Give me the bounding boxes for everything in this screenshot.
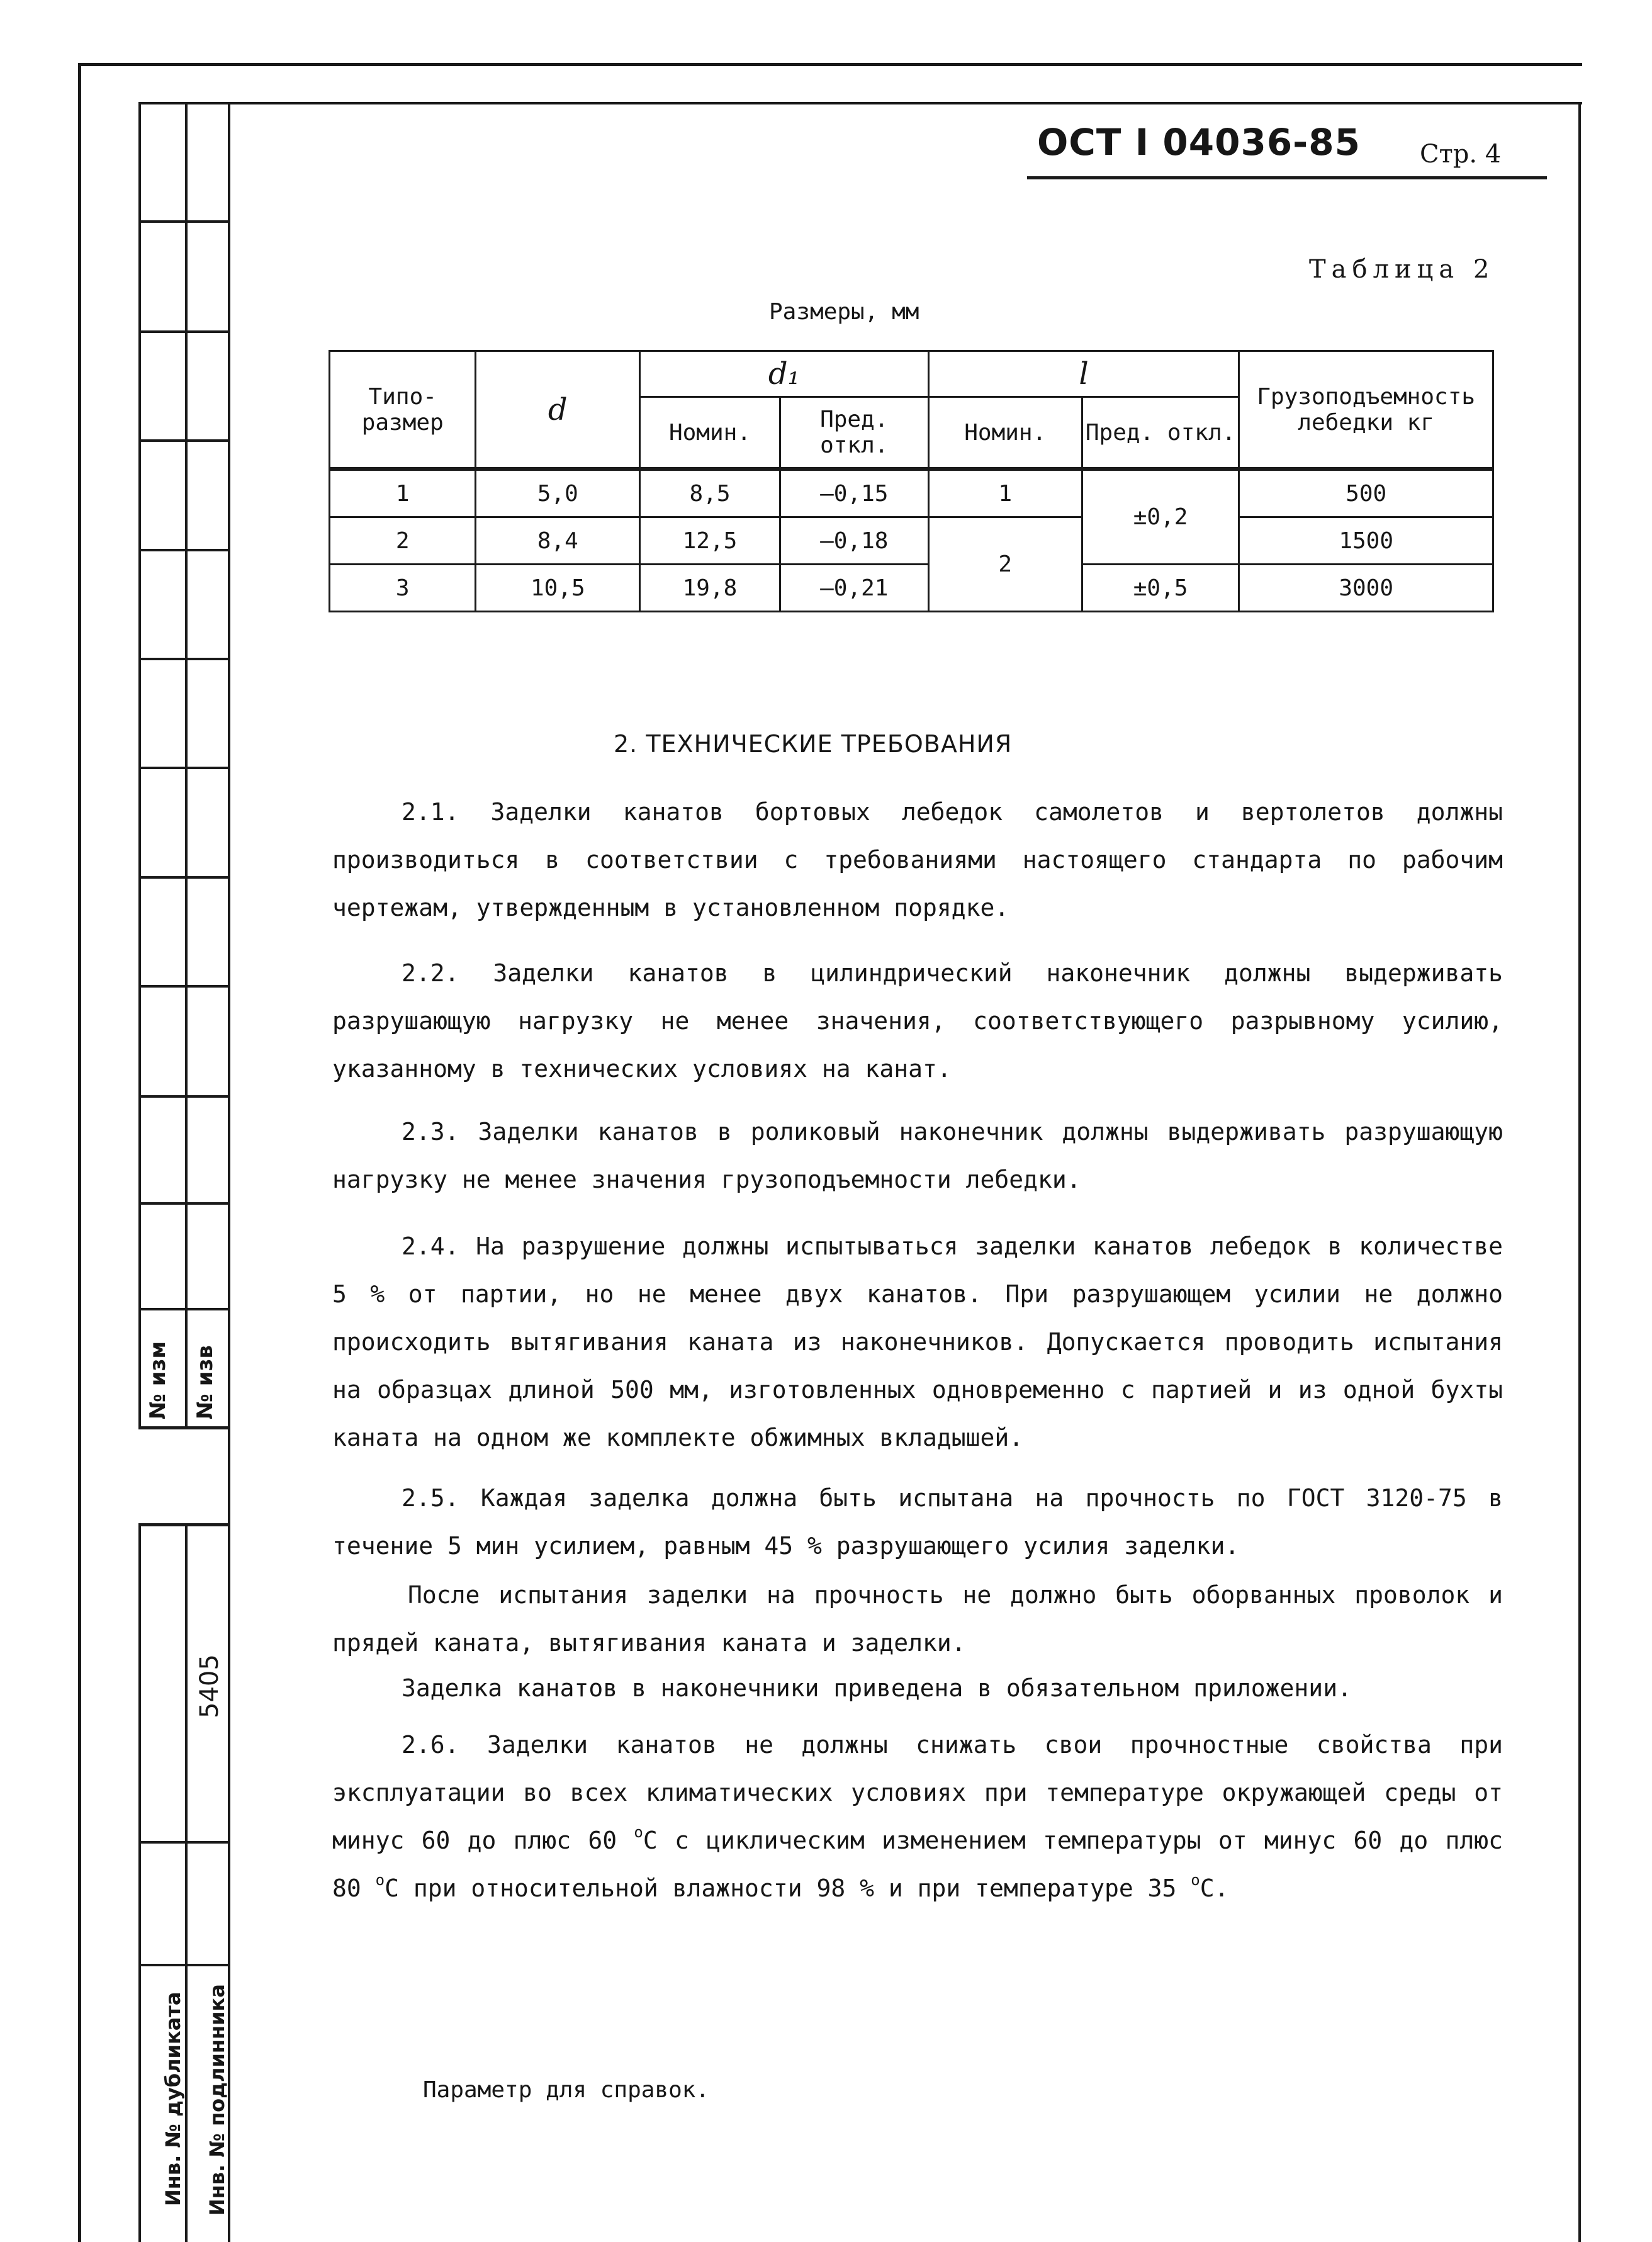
cell-type: 2: [330, 517, 476, 565]
degree-sign: о: [1191, 1871, 1200, 1889]
margin-tick: [138, 1308, 230, 1310]
paragraph-2-3: 2.3. Заделки канатов в роликовый наконечник должны выдерживать разрушающую нагрузку не менее значения грузоподъемности лебедки.: [332, 1118, 1503, 1193]
margin-tick: [138, 1964, 230, 1966]
margin-col-line-3: [228, 102, 230, 2242]
paragraph-2-1: 2.1. Заделки канатов бортовых лебедок самолетов и вертолетов должны производиться в соответствии с требованиями настоящего стандарта по рабочим чертежам, утвержденным в установленном порядке.: [332, 798, 1503, 921]
frame-right-line: [1578, 102, 1581, 2242]
cell-d1-tolerance: –0,15: [780, 469, 928, 517]
paragraph-2-5: 2.5. Каждая заделка должна быть испытана на прочность по ГОСТ 3120-75 в течение 5 мин усилием, равным 45 % разрушающего усилия заделки.: [332, 1484, 1503, 1560]
table-dimensions-note: Размеры, мм: [769, 299, 919, 325]
paragraph-2-6: [332, 1721, 1503, 1912]
header-l-nominal: Номин.: [928, 397, 1082, 470]
margin-tick: [138, 330, 230, 333]
cell-l-tolerance: ±0,2: [1082, 469, 1239, 565]
cell-d1-tolerance: –0,21: [780, 565, 928, 612]
margin-tick: [138, 220, 230, 223]
degree-sign: о: [634, 1823, 643, 1841]
header-d: d: [476, 351, 640, 470]
header-l-tolerance: Пред. откл.: [1082, 397, 1239, 470]
margin-tick: [138, 439, 230, 442]
margin-tick: [138, 876, 230, 879]
cell-d: 10,5: [476, 565, 640, 612]
margin-tick: [138, 549, 230, 551]
cell-d1-nominal: 12,5: [640, 517, 780, 565]
header-type-size: Типо-размер: [330, 351, 476, 470]
cell-d1-tolerance: –0,18: [780, 517, 928, 565]
cell-capacity: 3000: [1239, 565, 1493, 612]
margin-tick: [138, 767, 230, 769]
cell-l-nominal: 1: [928, 469, 1082, 517]
margin-col-line-4: [138, 1523, 141, 2242]
footnote: Параметр для справок.: [423, 2077, 710, 2103]
dimensions-table: [329, 350, 1494, 612]
margin-number: 5405: [195, 1654, 224, 1718]
degree-sign: о: [375, 1871, 385, 1889]
cell-l-tolerance: ±0,5: [1082, 565, 1239, 612]
section-title: 2. ТЕХНИЧЕСКИЕ ТРЕБОВАНИЯ: [614, 730, 1013, 758]
paragraph-2-6-part-b: С с циклическим изменением температуры от минус 60 до плюс 80: [332, 1827, 1503, 1902]
margin-tick: [138, 1523, 230, 1526]
cell-capacity: 500: [1239, 469, 1493, 517]
paragraph-2-6-part-d: С.: [1200, 1874, 1229, 1902]
cell-type: 3: [330, 565, 476, 612]
margin-tick: [138, 658, 230, 660]
margin-col-line-2: [185, 102, 188, 1429]
cell-d1-nominal: 8,5: [640, 469, 780, 517]
paragraph-2-5-note: После испытания заделки на прочность не должно быть оборванных проволок и прядей каната, вытягивания каната и заделки.: [332, 1581, 1503, 1657]
header-l: l: [928, 351, 1239, 397]
margin-label-no-izm: № изм: [145, 1341, 171, 1419]
header-d1-nominal: Номин.: [640, 397, 780, 470]
paragraph-2-5-appendix: Заделка канатов в наконечники приведена в обязательном приложении.: [402, 1674, 1352, 1702]
margin-tick: [138, 1841, 230, 1844]
cell-capacity: 1500: [1239, 517, 1493, 565]
cell-l-nominal: 2: [928, 517, 1082, 612]
frame-inner-top-line: [138, 102, 1582, 104]
cell-type: 1: [330, 469, 476, 517]
margin-tick: [138, 1426, 230, 1429]
margin-tick: [138, 985, 230, 988]
page-number: Стр. 4: [1420, 140, 1502, 169]
paragraph-2-4: 2.4. На разрушение должны испытываться заделки канатов лебедок в количестве 5 % от партии, но не менее двух канатов. При разрушающем усилии не должно происходить вытягивания каната из наконечников. Допускается проводить испытания на образцах длиной 500 мм, изготовленных одновременно с партией и из одной бухты каната на одном же комплекте обжимных вкладышей.: [332, 1232, 1503, 1451]
table-row: [330, 469, 1493, 517]
table-caption: Таблица 2: [1309, 255, 1495, 284]
header-capacity: Грузоподъемность лебедки кг: [1239, 351, 1493, 470]
paragraph-2-2: 2.2. Заделки канатов в цилиндрический наконечник должны выдерживать разрушающую нагрузку не менее значения, соответствующего разрывному усилию, указанному в технических условиях на канат.: [332, 959, 1503, 1083]
table-row: [330, 565, 1493, 612]
table-row: [330, 517, 1493, 565]
header-d1-tolerance: Пред. откл.: [780, 397, 928, 470]
cell-d1-nominal: 19,8: [640, 565, 780, 612]
paragraph-2-6-part-c: С при относительной влажности 98 % и при температуре 35: [385, 1874, 1177, 1902]
paragraph-2-6-part-a: 2.6. Заделки канатов не должны снижать свои прочностные свойства при эксплуатации во всех климатических условиях при температуре окружающей среды от минус 60 до плюс 60: [332, 1731, 1503, 1854]
cell-d: 8,4: [476, 517, 640, 565]
margin-tick: [138, 1095, 230, 1098]
frame-top-line: [79, 63, 1582, 66]
margin-tick: [138, 1202, 230, 1205]
header-d1: d₁: [640, 351, 929, 397]
document-code: ОСТ I 04036-85: [1037, 121, 1361, 164]
margin-col-line-1: [138, 102, 141, 1429]
header-underline: [1027, 176, 1547, 179]
margin-label-inv-dup: Инв. № дубликата: [161, 1991, 185, 2206]
margin-label-inv-orig: Инв. № подлинника: [205, 1984, 229, 2216]
frame-left-line: [78, 63, 81, 2242]
margin-label-no-izv: № изв: [193, 1345, 218, 1419]
cell-d: 5,0: [476, 469, 640, 517]
